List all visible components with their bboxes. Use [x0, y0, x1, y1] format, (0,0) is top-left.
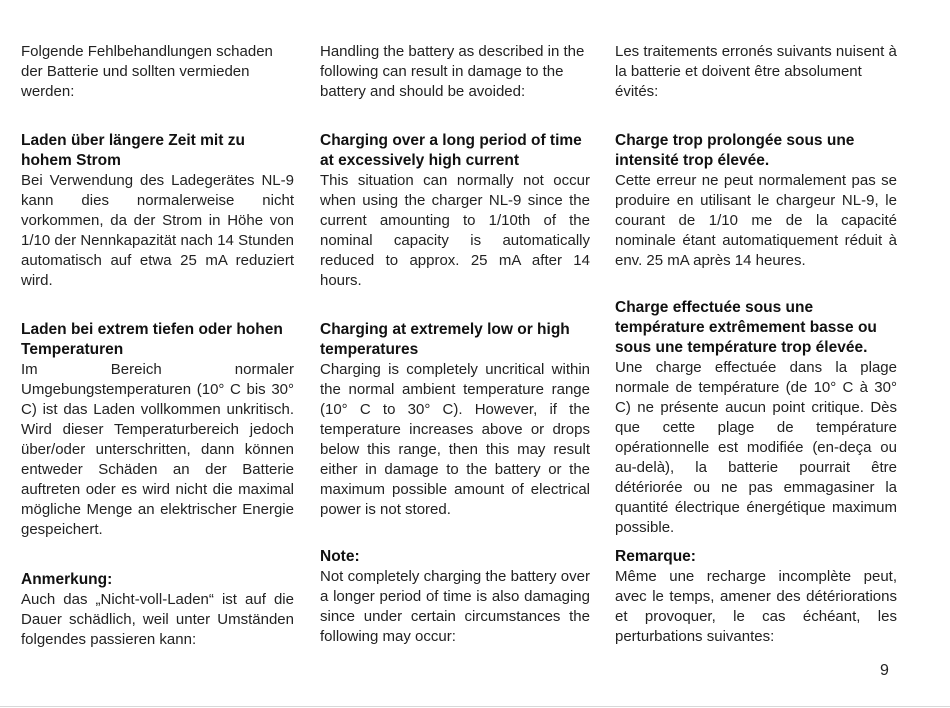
section-note-de	[21, 570, 294, 650]
section-temperature-de	[21, 320, 294, 540]
section-note-en	[320, 547, 590, 647]
page-bottom-divider	[0, 706, 950, 707]
section-heading-fr: Remarque:	[615, 548, 696, 565]
section-heading-de: Laden über längere Zeit mit zu hohem Strom	[21, 132, 245, 169]
section-long-charge-en	[320, 131, 590, 291]
section-body-de: Im Bereich normaler Umgebungstemperaturen (10° C bis 30° C) ist das Laden vollkommen unkritisch. Wird dieser Temperaturbereich jedoch über/oder unterschritten, dann können entweder Schäden an der Batterie auftreten oder es wird nicht die maximal mögliche Menge an elektrischer Energie gespeichert.	[21, 361, 294, 538]
section-heading-fr: Charge trop prolongée sous une intensité trop élevée.	[615, 132, 855, 169]
section-body-fr: Une charge effectuée dans la plage normale de température (de 10° C à 30° C) ne présente aucun point critique. Dès que cette plage de température opérationnelle est modifiée (en-deça ou au-delà), la batterie pourrait être détériorée ou ne pas emmagasiner la quantité électrique énergétique maximum possible.	[615, 359, 897, 536]
intro-de	[21, 42, 294, 102]
section-heading-de: Anmerkung:	[21, 571, 113, 588]
section-body-en: Not completely charging the battery over a longer period of time is also damaging since under certain circumstances the following may occur:	[320, 568, 590, 645]
section-body-de: Bei Verwendung des Ladegerätes NL-9 kann dies normalerweise nicht vorkommen, da der Strom in Höhe von 1/10 der Nennkapazität nach 14 Stunden automatisch auf etwa 25 mA reduziert wird.	[21, 172, 294, 289]
section-body-en: This situation can normally not occur when using the charger NL-9 since the current amounting to 1/10th of the nominal capacity is automatically reduced to approx. 25 mA after 14 hours.	[320, 172, 590, 289]
section-long-charge-fr	[615, 131, 897, 271]
section-body-en: Charging is completely uncritical within the normal ambient temperature range (10° C to 30° C). However, if the temperature increases above or drops below this range, then this may result either in damage to the battery or the maximum possible amount of electrical power is not stored.	[320, 361, 590, 518]
intro-fr	[615, 42, 897, 102]
page-number: 9	[880, 662, 889, 679]
intro-text-fr: Les traitements erronés suivants nuisent à la batterie et doivent être absolument évités:	[615, 43, 897, 100]
section-heading-en: Note:	[320, 548, 360, 565]
section-body-fr: Même une recharge incomplète peut, avec le temps, amener des détériorations et provoquer, le cas échéant, les perturbations suivantes:	[615, 568, 897, 645]
section-note-fr	[615, 547, 897, 647]
intro-text-en: Handling the battery as described in the following can result in damage to the battery and should be avoided:	[320, 43, 585, 100]
section-temperature-fr	[615, 298, 897, 538]
section-temperature-en	[320, 320, 590, 520]
section-long-charge-de	[21, 131, 294, 291]
section-body-fr: Cette erreur ne peut normalement pas se produire en utilisant le chargeur NL-9, le courant de 1/10 me de la capacité nominale étant automatiquement réduit à env. 25 mA après 14 heures.	[615, 172, 897, 269]
intro-text-de: Folgende Fehlbehandlungen schaden der Batterie und sollten vermieden werden:	[21, 43, 273, 100]
section-heading-de: Laden bei extrem tiefen oder hohen Temperaturen	[21, 321, 283, 358]
section-heading-fr: Charge effectuée sous une température extrêmement basse ou sous une température trop élevée.	[615, 299, 877, 356]
intro-en	[320, 42, 590, 102]
section-heading-en: Charging over a long period of time at excessively high current	[320, 132, 582, 169]
section-body-de: Auch das „Nicht-voll-Laden“ ist auf die Dauer schädlich, weil unter Umständen folgendes passieren kann:	[21, 591, 294, 648]
section-heading-en: Charging at extremely low or high temperatures	[320, 321, 570, 358]
